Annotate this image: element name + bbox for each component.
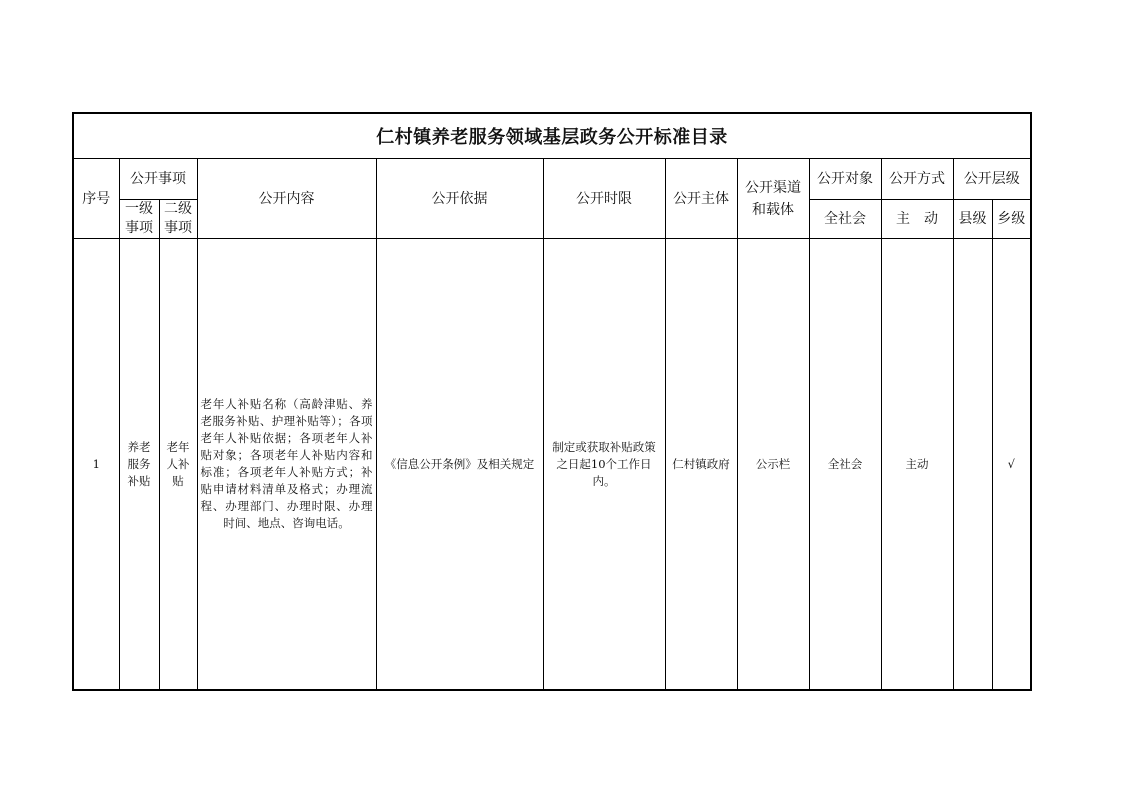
header-level: 公开层级	[953, 159, 1031, 200]
header-time-limit: 公开时限	[543, 159, 665, 239]
header-target-all-society: 全社会	[809, 200, 881, 239]
header-county: 县级	[953, 200, 992, 239]
header-content: 公开内容	[197, 159, 376, 239]
header-matter: 公开事项	[119, 159, 197, 200]
cell-level2: 老年人补贴	[159, 239, 197, 691]
header-level1: 一级事项	[119, 200, 159, 239]
header-method-active: 主 动	[881, 200, 953, 239]
disclosure-catalog-table	[72, 112, 1032, 691]
header-method: 公开方式	[881, 159, 953, 200]
cell-channel: 公示栏	[737, 239, 809, 691]
table-title: 仁村镇养老服务领域基层政务公开标准目录	[73, 113, 1031, 159]
header-channel: 公开渠道和载体	[737, 159, 809, 239]
cell-subject: 仁村镇政府	[665, 239, 737, 691]
header-subject: 公开主体	[665, 159, 737, 239]
cell-seq: 1	[73, 239, 119, 691]
table-row	[73, 239, 1031, 691]
cell-township-check: √	[992, 239, 1031, 691]
header-basis: 公开依据	[376, 159, 543, 239]
cell-level1: 养老服务补贴	[119, 239, 159, 691]
cell-basis: 《信息公开条例》及相关规定	[376, 239, 543, 691]
header-target: 公开对象	[809, 159, 881, 200]
header-seq: 序号	[73, 159, 119, 239]
cell-content: 老年人补贴名称（高龄津贴、养老服务补贴、护理补贴等）；各项老年人补贴依据；各项老年人补贴对象；各项老年人补贴内容和标准；各项老年人补贴方式；补贴申请材料清单及格式；办理流程、办理部门、办理时限、办理时间、地点、咨询电话。	[197, 239, 376, 691]
cell-method: 主动	[881, 239, 953, 691]
cell-county	[953, 239, 992, 691]
cell-target: 全社会	[809, 239, 881, 691]
header-township: 乡级	[992, 200, 1031, 239]
cell-time-limit: 制定或获取补贴政策之日起10个工作日内。	[543, 239, 665, 691]
header-level2: 二级事项	[159, 200, 197, 239]
